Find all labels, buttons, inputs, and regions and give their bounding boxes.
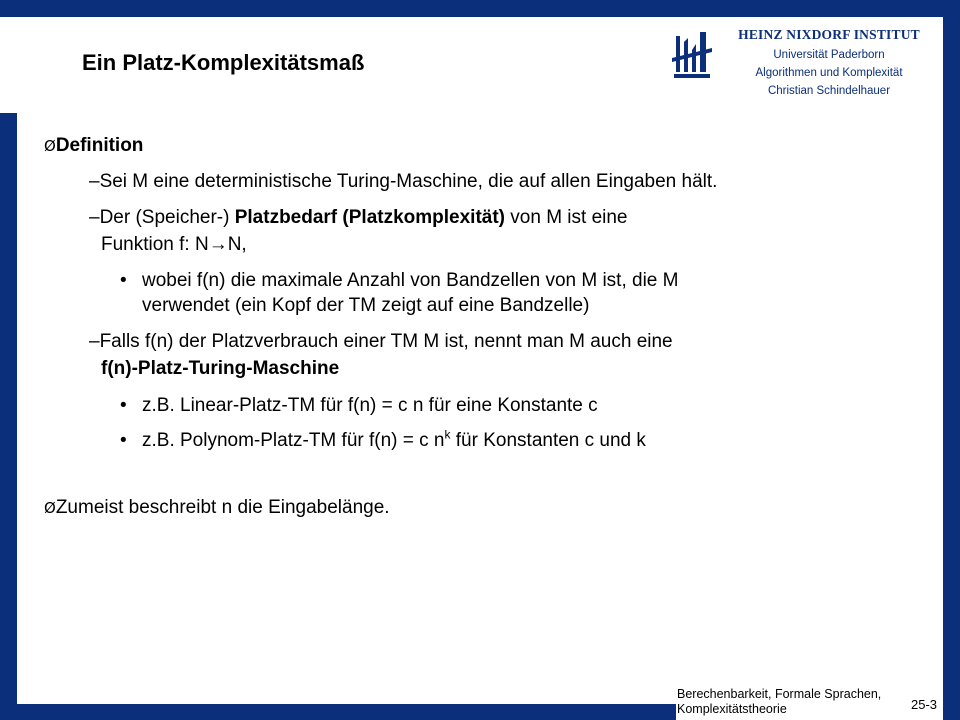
definition-item-2-prefix: –Der (Speicher-) xyxy=(89,207,235,228)
definition-item-1: –Sei M eine deterministische Turing-Maschine, die auf allen Eingaben hält. xyxy=(89,171,718,192)
sub-bullet-dot: • xyxy=(120,430,127,451)
sub-item-1-line1: wobei f(n) die maximale Anzahl von Bandzellen von M ist, die M xyxy=(142,270,679,291)
f-n-platz-term: f(n)-Platz-Turing-Maschine xyxy=(101,358,340,379)
definition-label: Definition xyxy=(55,135,144,156)
definition-item-2 xyxy=(89,206,628,229)
bullet-zumeist xyxy=(44,496,390,520)
footer-line-2: Komplexitätstheorie xyxy=(677,702,787,716)
arrow-bullet-icon: Ø xyxy=(44,137,56,155)
arrow-bullet-icon: Ø xyxy=(44,499,56,517)
footer-course-title xyxy=(677,687,881,717)
sub-item-3-prefix: z.B. Polynom-Platz-TM für f(n) = c n xyxy=(142,430,445,451)
sub-item-2: z.B. Linear-Platz-TM für f(n) = c n für eine Konstante c xyxy=(142,395,598,416)
institute-name: HEINZ NIXDORF INSTITUT xyxy=(738,27,920,42)
slide-title: Ein Platz-Komplexitätsmaß xyxy=(82,50,365,75)
page-number: 25-3 xyxy=(911,697,938,712)
bullet-definition xyxy=(44,134,143,158)
definition-item-3-line2 xyxy=(101,357,339,380)
sub-item-1-line2: verwendet (ein Kopf der TM zeigt auf eine Bandzelle) xyxy=(142,295,590,316)
author-name: Christian Schindelhauer xyxy=(767,85,891,97)
footer-line-1: Berechenbarkeit, Formale Sprachen, xyxy=(677,687,882,701)
sub-item-3 xyxy=(142,429,646,452)
exponent-k: k xyxy=(444,427,451,442)
sub-bullet-dot: • xyxy=(120,270,127,291)
definition-item-2-line2: Funktion f: N→N, xyxy=(101,234,247,255)
platzbedarf-term: Platzbedarf (Platzkomplexität) xyxy=(234,207,505,228)
definition-item-2-suffix: von M ist eine xyxy=(505,207,628,228)
sub-bullet-dot: • xyxy=(120,395,127,416)
university-name: Universität Paderborn xyxy=(773,49,885,61)
sub-item-3-suffix: für Konstanten c und k xyxy=(450,430,646,451)
group-name: Algorithmen und Komplexität xyxy=(755,67,903,79)
definition-item-3-line1: –Falls f(n) der Platzverbrauch einer TM M ist, nennt man M auch eine xyxy=(89,331,673,352)
zumeist-label: Zumeist beschreibt n die Eingabelänge. xyxy=(55,497,390,518)
